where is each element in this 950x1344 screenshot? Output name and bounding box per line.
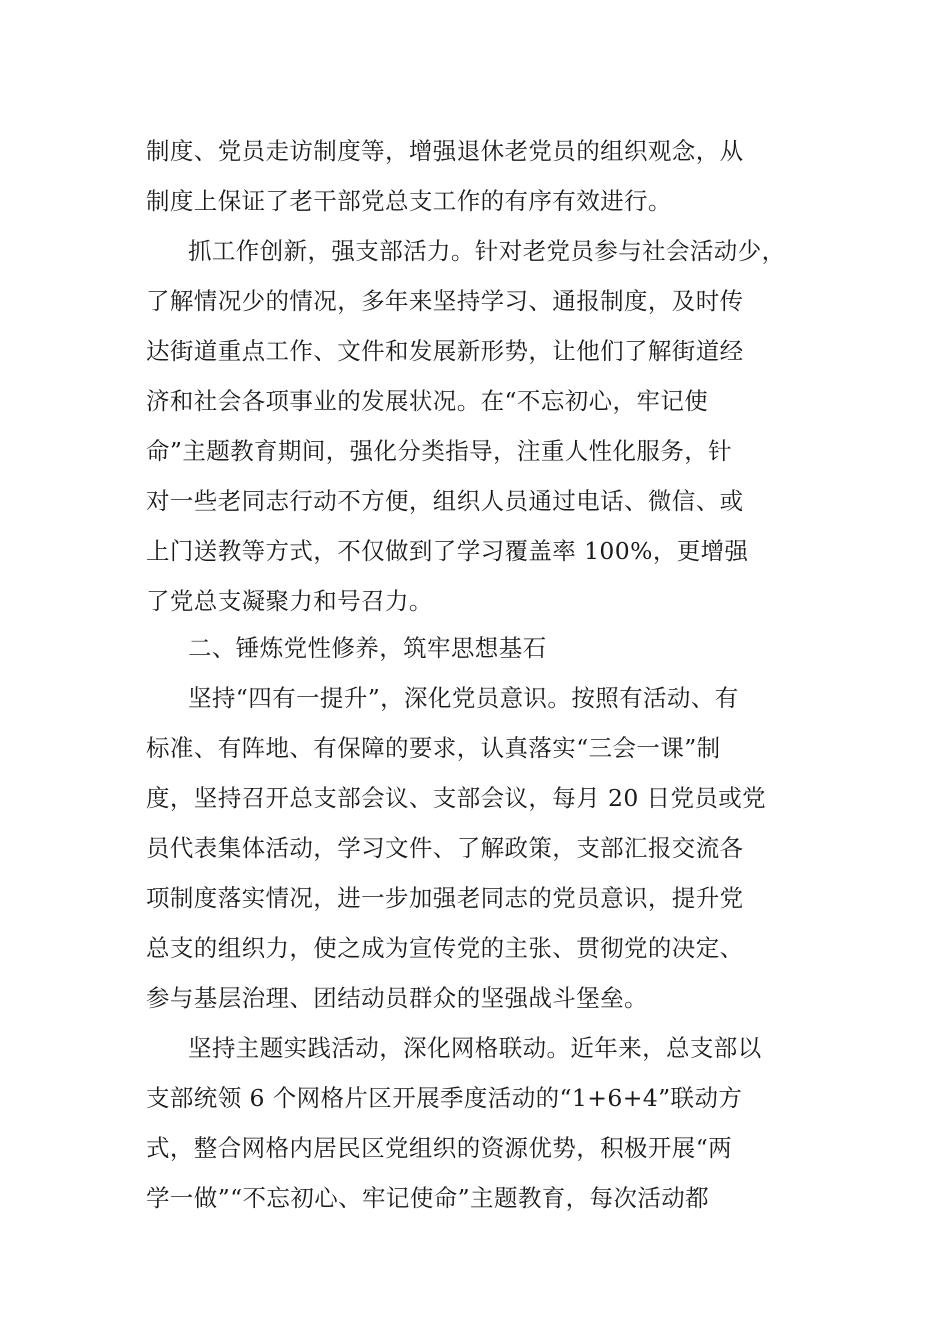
text-line-13: 标准、有阵地、有保障的要求，认真落实“三会一课”制 bbox=[146, 734, 721, 762]
text-line-17: 总支的组织力，使之成为宣传党的主张、贯彻党的决定、 bbox=[146, 934, 744, 962]
text-line-14: 度，坚持召开总支部会议、支部会议，每月 20 日党员或党 bbox=[146, 784, 767, 812]
text-line-6: 济和社会各项事业的发展状况。在“不忘初心，牢记使 bbox=[146, 387, 709, 415]
text-line-2: 制度上保证了老干部党总支工作的有序有效进行。 bbox=[146, 187, 672, 215]
text-line-19: 坚持主题实践活动，深化网格联动。近年来，总支部以 bbox=[188, 1034, 762, 1062]
text-line-21: 式，整合网格内居民区党组织的资源优势，积极开展“两 bbox=[146, 1134, 733, 1162]
text-line-3: 抓工作创新，强支部活力。针对老党员参与社会活动少， bbox=[188, 237, 786, 265]
section-heading: 二、锤炼党性修养，筑牢思想基石 bbox=[188, 634, 547, 662]
text-line-15: 员代表集体活动，学习文件、了解政策，支部汇报交流各 bbox=[146, 834, 744, 862]
text-line-7: 命”主题教育期间，强化分类指导，注重人性化服务，针 bbox=[146, 437, 733, 465]
text-line-10: 了党总支凝聚力和号召力。 bbox=[146, 587, 433, 615]
text-line-18: 参与基层治理、团结动员群众的坚强战斗堡垒。 bbox=[146, 984, 648, 1012]
text-line-22: 学一做”“不忘初心、牢记使命”主题教育，每次活动都 bbox=[146, 1184, 710, 1212]
text-line-8: 对一些老同志行动不方便，组织人员通过电话、微信、或 bbox=[146, 487, 744, 515]
text-line-12: 坚持“四有一提升”，深化党员意识。按照有活动、有 bbox=[188, 684, 739, 712]
text-line-20: 支部统领 6 个网格片区开展季度活动的“1+6+4”联动方 bbox=[146, 1084, 743, 1112]
text-line-1: 制度、党员走访制度等，增强退休老党员的组织观念，从 bbox=[146, 137, 744, 165]
text-line-4: 了解情况少的情况，多年来坚持学习、通报制度，及时传 bbox=[146, 287, 744, 315]
text-line-9: 上门送教等方式，不仅做到了学习覆盖率 100%，更增强 bbox=[146, 537, 749, 565]
text-line-16: 项制度落实情况，进一步加强老同志的党员意识，提升党 bbox=[146, 884, 744, 912]
text-line-5: 达街道重点工作、文件和发展新形势，让他们了解街道经 bbox=[146, 337, 744, 365]
